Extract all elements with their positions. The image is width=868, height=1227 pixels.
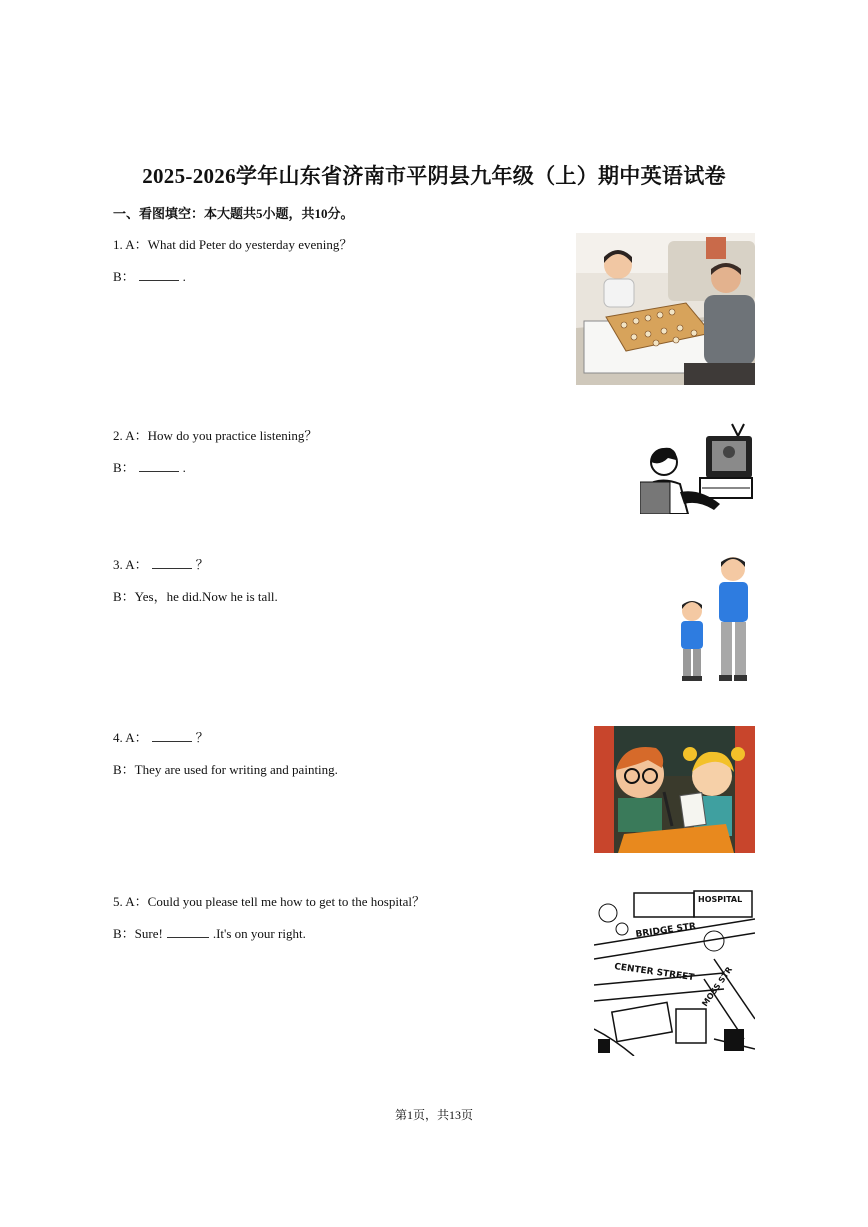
map-label-center-street: CENTER STREET [613, 962, 695, 984]
page-title: 2025-2026学年山东省济南市平阴县九年级（上）期中英语试卷 [142, 164, 726, 188]
question-1-b-prefix: B： [113, 269, 135, 284]
question-2-b [113, 457, 186, 476]
question-3-a-prefix: 3. A： [113, 557, 148, 572]
answer-blank-1[interactable] [139, 268, 179, 281]
question-2-b-suffix: . [182, 460, 186, 475]
answer-blank-4[interactable] [152, 729, 192, 742]
page-footer: 第1页，共13页 [394, 1108, 473, 1122]
question-1-b-suffix: . [182, 269, 186, 284]
question-4-a-prefix: 4. A： [113, 730, 148, 745]
question-5-b-prefix: B：Sure! [113, 926, 163, 941]
illustration-classroom [594, 726, 755, 853]
question-5-b [113, 923, 306, 942]
illustration-growth [674, 555, 755, 685]
question-3-b: B：Yes，he did.Now he is tall. [113, 589, 278, 604]
answer-blank-3[interactable] [152, 556, 192, 569]
question-4-a [113, 727, 209, 746]
illustration-chess [576, 233, 755, 385]
question-3-a [113, 554, 209, 573]
question-5-a: 5. A：Could you please tell me how to get to the hospital？ [113, 894, 425, 909]
question-1-a: 1. A：What did Peter do yesterday evening？ [113, 237, 353, 252]
illustration-tv [640, 422, 755, 514]
illustration-map [594, 889, 755, 1056]
section-heading: 一、看图填空：本大题共5小题，共10分。 [113, 206, 354, 221]
map-label-bridge-street: BRIDGE STR [635, 921, 697, 940]
question-2-a: 2. A：How do you practice listening？ [113, 428, 318, 443]
map-label-hospital: HOSPITAL [698, 895, 743, 904]
question-5-b-suffix: .It's on your right. [212, 926, 306, 941]
question-4-a-suffix: ？ [195, 730, 209, 745]
map-label-moss-street: MOSS STR [700, 965, 735, 1009]
question-2-b-prefix: B： [113, 460, 135, 475]
answer-blank-5[interactable] [167, 925, 209, 938]
question-3-a-suffix: ？ [195, 557, 209, 572]
answer-blank-2[interactable] [139, 459, 179, 472]
question-1-b [113, 266, 186, 285]
question-4-b: B：They are used for writing and painting. [113, 762, 338, 777]
